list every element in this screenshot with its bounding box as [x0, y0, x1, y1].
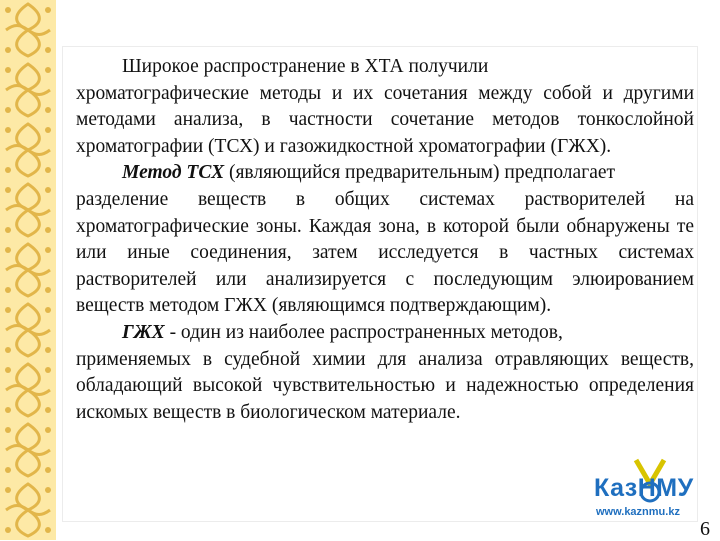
paragraph-1-first-line: Широкое распространение в ХТА получили — [122, 56, 489, 77]
term-glc: ГЖХ — [122, 321, 165, 343]
term-tlc: Метод ТСХ — [122, 162, 225, 184]
paragraph-3-first-line — [76, 320, 694, 347]
paragraph-1 — [76, 54, 694, 160]
paragraph-3 — [76, 320, 694, 426]
kaznmu-logo — [590, 458, 708, 520]
paragraph-3-body: применяемых в судебной химии для анализа отравляющих веществ, обладающий высокой чувствительностью и надежностью определения искомых веществ в биологическом материале. — [76, 348, 694, 423]
paragraph-2-body: разделение веществ в общих системах растворителей на хроматографические зоны. Каждая зона, в которой были обнаружены те или иные соединения, затем исследуется в частных системах растворителей или анализируется с последующим элюированием веществ методом ГЖХ (являющимся подтверждающим). — [76, 188, 694, 317]
page-number: 6 — [700, 518, 710, 540]
paragraph-2-first-line-rest: (являющийся предварительным) предполагает — [224, 162, 616, 184]
logo-name: КазНМУ — [594, 474, 694, 502]
paragraph-2-first-line — [76, 160, 694, 187]
logo-url: www.kaznmu.kz — [596, 506, 680, 518]
paragraph-3-first-line-rest: - один из наиболее распространенных методов, — [164, 321, 563, 343]
paragraph-2 — [76, 160, 694, 320]
main-text — [76, 54, 694, 426]
paragraph-1-body: хроматографические методы и их сочетания между собой и другими методами анализа, в частности сочетание методов тонкослойной хроматографии (ТСХ) и газожидкостной хроматографии (ГЖХ). — [76, 82, 694, 157]
decorative-ornament-border — [0, 0, 56, 540]
